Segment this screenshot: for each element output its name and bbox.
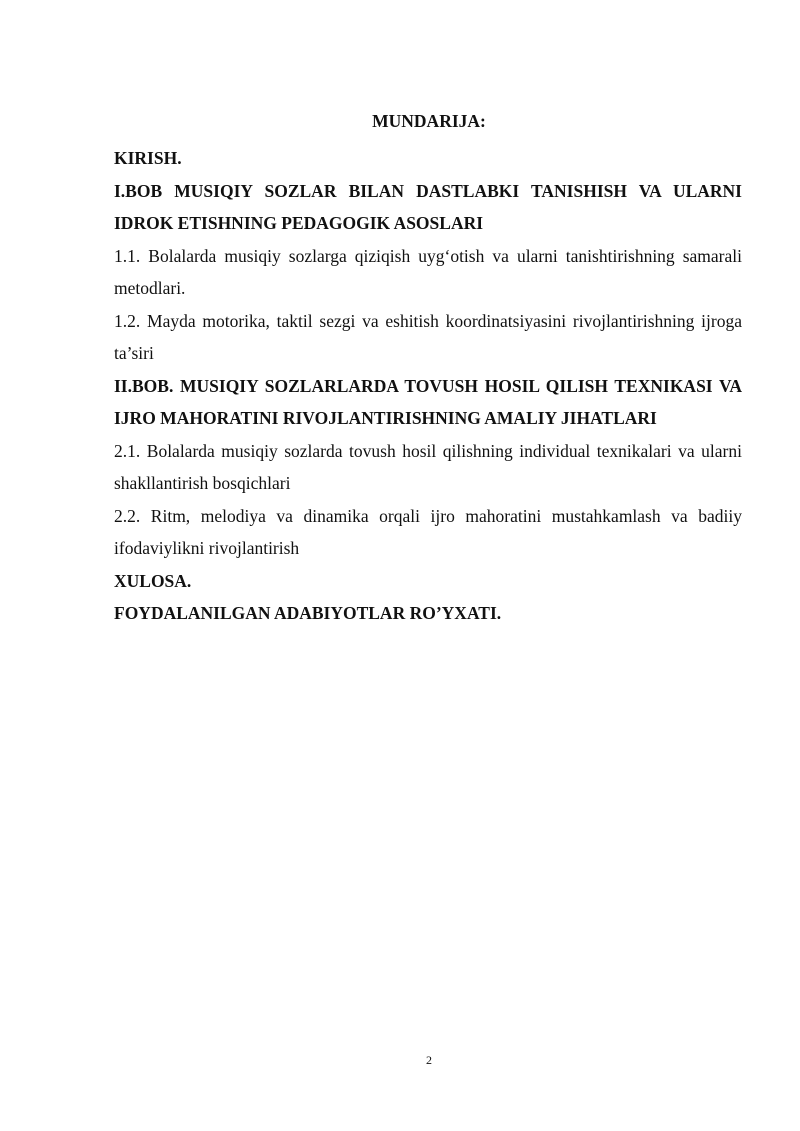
toc-entry-section-1-1: 1.1. Bolalarda musiqiy sozlarga qiziqish uyg‘otish va ularni tanishtirishning samarali metodlari.	[114, 245, 742, 298]
toc-entry-section-1-2: 1.2. Mayda motorika, taktil sezgi va eshitish koordinatsiyasini rivojlantirishning ijroga ta’siri	[114, 310, 742, 363]
toc-entry-chapter-2: II.BOB. MUSIQIY SOZLARLARDA TOVUSH HOSIL QILISH TEXNIKASI VA IJRO MAHORATINI RIVOJLANTIRISHNING AMALIY JIHATLARI	[114, 375, 742, 428]
toc-entry-chapter-1: I.BOB MUSIQIY SOZLAR BILAN DASTLABKI TANISHISH VA ULARNI IDROK ETISHNING PEDAGOGIK ASOSLARI	[114, 180, 742, 233]
toc-entry-section-2-1: 2.1. Bolalarda musiqiy sozlarda tovush hosil qilishning individual texnikalari va ularni shakllantirish bosqichlari	[114, 440, 742, 493]
toc-entry-references: FOYDALANILGAN ADABIYOTLAR RO’YXATI.	[114, 603, 502, 623]
toc-entry-introduction: KIRISH.	[114, 148, 182, 168]
table-of-contents	[114, 142, 742, 630]
toc-entry-conclusion: XULOSA.	[114, 570, 192, 591]
page-number: 2	[426, 1053, 432, 1067]
toc-title: MUNDARIJA:	[372, 111, 486, 131]
toc-entry-section-2-2: 2.2. Ritm, melodiya va dinamika orqali ijro mahoratini mustahkamlash va badiiy ifodaviylikni rivojlantirish	[114, 505, 742, 558]
